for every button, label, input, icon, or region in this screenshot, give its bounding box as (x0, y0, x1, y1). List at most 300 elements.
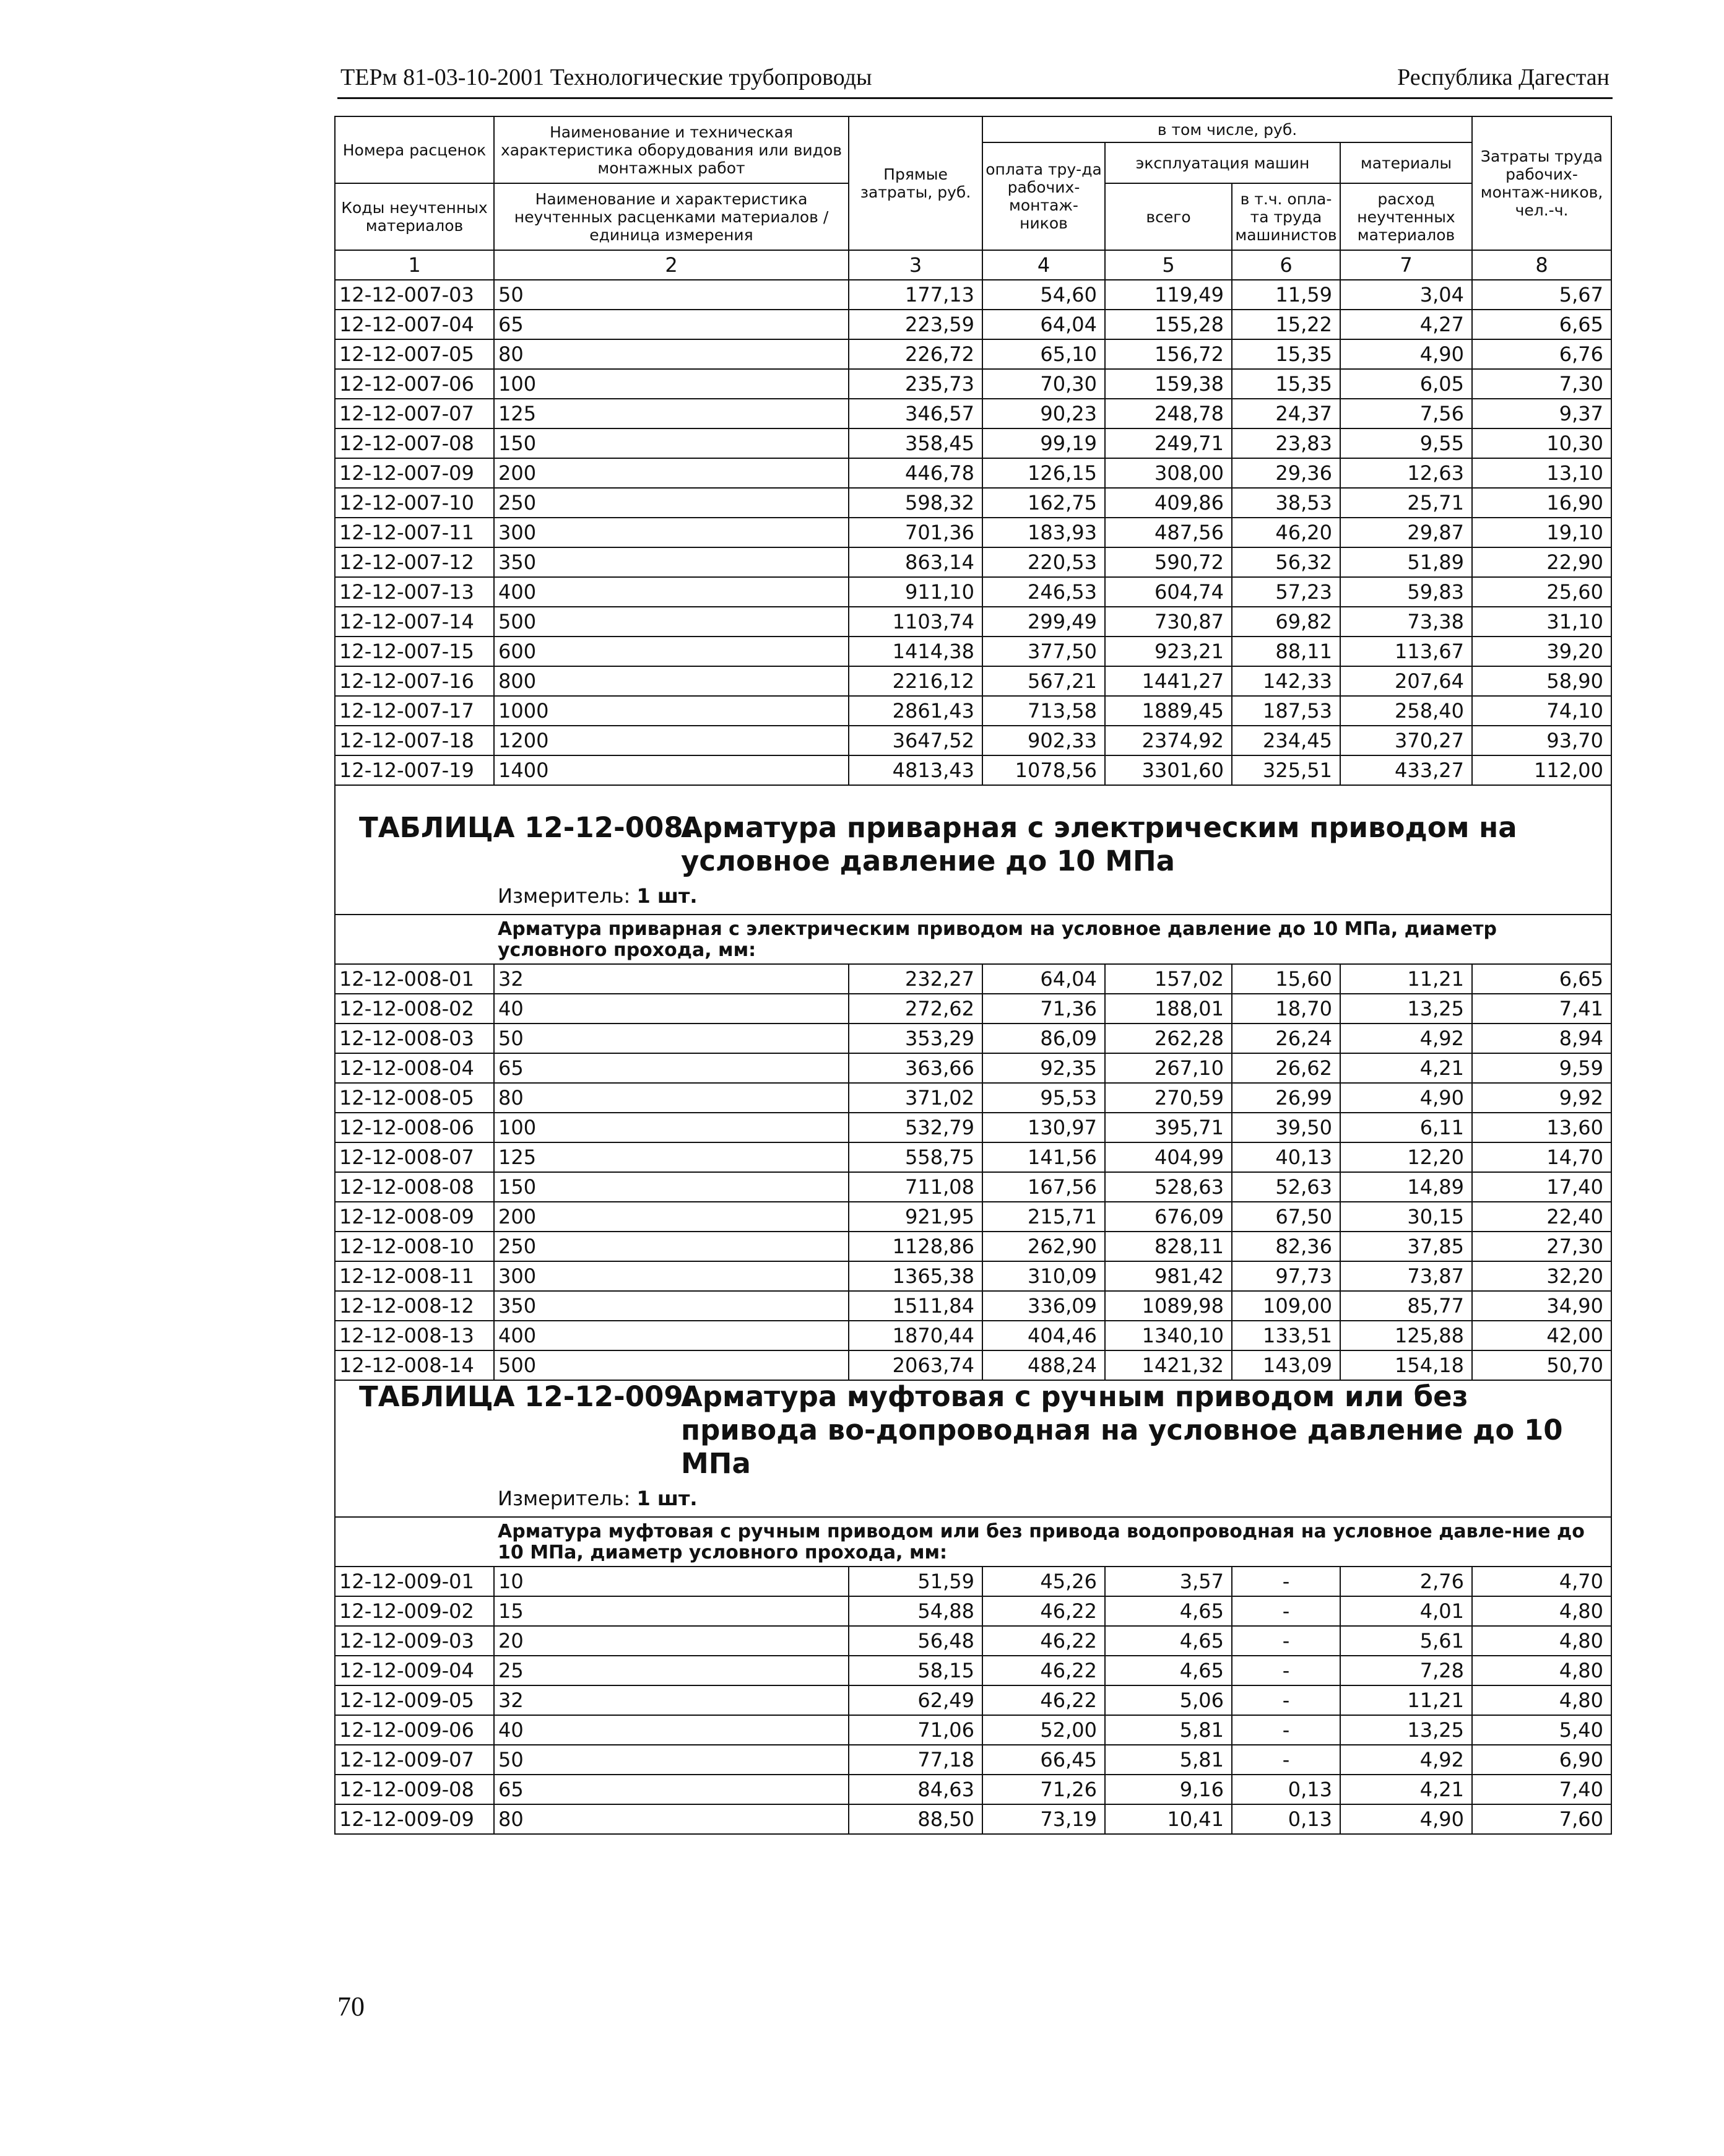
machine-total-cell: 528,63 (1105, 1172, 1232, 1202)
machinist-pay-cell: 38,53 (1232, 488, 1340, 518)
materials-cell: 4,21 (1340, 1053, 1472, 1083)
table-number: ТАБЛИЦА 12-12-009. (359, 1380, 694, 1413)
header-materialy: материалы (1340, 142, 1472, 183)
labor-pay-cell: 488,24 (982, 1350, 1105, 1380)
labor-pay-cell: 70,30 (982, 369, 1105, 399)
machinist-pay-cell: - (1232, 1715, 1340, 1745)
labor-hours-cell: 58,90 (1472, 666, 1611, 696)
diameter-cell: 800 (494, 666, 849, 696)
diameter-cell: 500 (494, 607, 849, 637)
column-number: 3 (849, 250, 982, 280)
machinist-pay-cell: - (1232, 1596, 1340, 1626)
labor-hours-cell: 16,90 (1472, 488, 1611, 518)
materials-cell: 73,87 (1340, 1261, 1472, 1291)
header-oplata-truda: оплата тру-да рабочих-монтаж-ников (982, 142, 1105, 250)
rate-code-cell: 12-12-007-18 (335, 726, 494, 755)
labor-hours-cell: 9,92 (1472, 1083, 1611, 1113)
direct-cost-cell: 921,95 (849, 1202, 982, 1232)
measure-unit (335, 878, 1611, 915)
diameter-cell: 10 (494, 1567, 849, 1596)
direct-cost-cell: 711,08 (849, 1172, 982, 1202)
labor-pay-cell: 215,71 (982, 1202, 1105, 1232)
measure-unit (335, 1480, 1611, 1517)
rate-code-cell: 12-12-007-11 (335, 518, 494, 547)
labor-pay-cell: 54,60 (982, 280, 1105, 310)
machine-total-cell: 308,00 (1105, 458, 1232, 488)
materials-cell: 370,27 (1340, 726, 1472, 755)
machinist-pay-cell: 15,60 (1232, 964, 1340, 994)
direct-cost-cell: 1870,44 (849, 1321, 982, 1350)
direct-cost-cell: 56,48 (849, 1626, 982, 1656)
diameter-cell: 65 (494, 1053, 849, 1083)
machine-total-cell: 409,86 (1105, 488, 1232, 518)
labor-pay-cell: 183,93 (982, 518, 1105, 547)
machinist-pay-cell: 40,13 (1232, 1142, 1340, 1172)
table-row (335, 1567, 1611, 1596)
table-row (335, 726, 1611, 755)
diameter-cell: 150 (494, 1172, 849, 1202)
direct-cost-cell: 272,62 (849, 994, 982, 1024)
diameter-cell: 125 (494, 399, 849, 428)
table-caption (335, 785, 1611, 878)
labor-hours-cell: 9,37 (1472, 399, 1611, 428)
direct-cost-cell: 346,57 (849, 399, 982, 428)
header-v-tom-chisle: в том числе, руб. (982, 116, 1472, 142)
labor-hours-cell: 9,59 (1472, 1053, 1611, 1083)
labor-hours-cell: 7,41 (1472, 994, 1611, 1024)
rate-code-cell: 12-12-007-19 (335, 755, 494, 785)
machine-total-cell: 9,16 (1105, 1775, 1232, 1804)
labor-hours-cell: 25,60 (1472, 577, 1611, 607)
machinist-pay-cell: 69,82 (1232, 607, 1340, 637)
labor-pay-cell: 141,56 (982, 1142, 1105, 1172)
machinist-pay-cell: 15,22 (1232, 310, 1340, 339)
materials-cell: 37,85 (1340, 1232, 1472, 1261)
direct-cost-cell: 701,36 (849, 518, 982, 547)
table-row (335, 458, 1611, 488)
header-naimenovanie: Наименование и техническая характеристика оборудования или видов монтажных работ (494, 116, 849, 183)
materials-cell: 125,88 (1340, 1321, 1472, 1350)
diameter-cell: 300 (494, 518, 849, 547)
table-row (335, 994, 1611, 1024)
machine-total-cell: 676,09 (1105, 1202, 1232, 1232)
materials-cell: 5,61 (1340, 1626, 1472, 1656)
header-region: Республика Дагестан (1397, 64, 1609, 90)
labor-hours-cell: 34,90 (1472, 1291, 1611, 1321)
labor-pay-cell: 162,75 (982, 488, 1105, 518)
header-naim-neuchten: Наименование и характеристика неучтенных расценками материалов / единица измерения (494, 183, 849, 250)
labor-pay-cell: 95,53 (982, 1083, 1105, 1113)
direct-cost-cell: 598,32 (849, 488, 982, 518)
page-number: 70 (337, 1991, 365, 2022)
direct-cost-cell: 58,15 (849, 1656, 982, 1685)
machine-total-cell: 3,57 (1105, 1567, 1232, 1596)
direct-cost-cell: 863,14 (849, 547, 982, 577)
rate-code-cell: 12-12-008-13 (335, 1321, 494, 1350)
rate-code-cell: 12-12-007-16 (335, 666, 494, 696)
direct-cost-cell: 358,45 (849, 428, 982, 458)
diameter-cell: 32 (494, 964, 849, 994)
materials-cell: 4,90 (1340, 339, 1472, 369)
rate-code-cell: 12-12-007-12 (335, 547, 494, 577)
labor-hours-cell: 22,90 (1472, 547, 1611, 577)
materials-cell: 154,18 (1340, 1350, 1472, 1380)
table-row (335, 1626, 1611, 1656)
direct-cost-cell: 84,63 (849, 1775, 982, 1804)
materials-cell: 51,89 (1340, 547, 1472, 577)
direct-cost-cell: 446,78 (849, 458, 982, 488)
labor-hours-cell: 14,70 (1472, 1142, 1611, 1172)
labor-hours-cell: 74,10 (1472, 696, 1611, 726)
table-row (335, 964, 1611, 994)
header-vsego: всего (1105, 183, 1232, 250)
materials-cell: 73,38 (1340, 607, 1472, 637)
machinist-pay-cell: 26,24 (1232, 1024, 1340, 1053)
labor-hours-cell: 10,30 (1472, 428, 1611, 458)
labor-hours-cell: 4,80 (1472, 1596, 1611, 1626)
diameter-cell: 65 (494, 1775, 849, 1804)
rate-code-cell: 12-12-009-05 (335, 1685, 494, 1715)
machine-total-cell: 3301,60 (1105, 755, 1232, 785)
materials-cell: 30,15 (1340, 1202, 1472, 1232)
machine-total-cell: 730,87 (1105, 607, 1232, 637)
rate-code-cell: 12-12-008-14 (335, 1350, 494, 1380)
machinist-pay-cell: 67,50 (1232, 1202, 1340, 1232)
direct-cost-cell: 71,06 (849, 1715, 982, 1745)
labor-pay-cell: 73,19 (982, 1804, 1105, 1834)
direct-cost-cell: 226,72 (849, 339, 982, 369)
table-row (335, 1321, 1611, 1350)
table-row (335, 1172, 1611, 1202)
table-row (335, 1745, 1611, 1775)
diameter-cell: 80 (494, 1083, 849, 1113)
labor-pay-cell: 167,56 (982, 1172, 1105, 1202)
labor-hours-cell: 31,10 (1472, 607, 1611, 637)
diameter-cell: 25 (494, 1656, 849, 1685)
rate-code-cell: 12-12-007-07 (335, 399, 494, 428)
rate-code-cell: 12-12-008-08 (335, 1172, 494, 1202)
table-row (335, 1350, 1611, 1380)
diameter-cell: 400 (494, 1321, 849, 1350)
rate-code-cell: 12-12-007-05 (335, 339, 494, 369)
diameter-cell: 300 (494, 1261, 849, 1291)
table-row (335, 1202, 1611, 1232)
materials-cell: 4,21 (1340, 1775, 1472, 1804)
diameter-cell: 15 (494, 1596, 849, 1626)
labor-pay-cell: 262,90 (982, 1232, 1105, 1261)
machine-total-cell: 249,71 (1105, 428, 1232, 458)
machine-total-cell: 267,10 (1105, 1053, 1232, 1083)
diameter-cell: 50 (494, 1745, 849, 1775)
rate-code-cell: 12-12-008-06 (335, 1113, 494, 1142)
column-number: 4 (982, 250, 1105, 280)
diameter-cell: 1000 (494, 696, 849, 726)
labor-pay-cell: 1078,56 (982, 755, 1105, 785)
labor-pay-cell: 126,15 (982, 458, 1105, 488)
labor-pay-cell: 46,22 (982, 1596, 1105, 1626)
rate-code-cell: 12-12-009-03 (335, 1626, 494, 1656)
machinist-pay-cell: 18,70 (1232, 994, 1340, 1024)
table-title: Арматура муфтовая с ручным приводом или без привода во-допроводная на условное давление до 10 МПа (681, 1380, 1563, 1480)
materials-cell: 6,11 (1340, 1113, 1472, 1142)
machine-total-cell: 828,11 (1105, 1232, 1232, 1261)
labor-hours-cell: 39,20 (1472, 637, 1611, 666)
labor-hours-cell: 7,30 (1472, 369, 1611, 399)
labor-pay-cell: 299,49 (982, 607, 1105, 637)
rate-code-cell: 12-12-009-02 (335, 1596, 494, 1626)
diameter-cell: 100 (494, 369, 849, 399)
labor-pay-cell: 46,22 (982, 1626, 1105, 1656)
labor-pay-cell: 310,09 (982, 1261, 1105, 1291)
rate-code-cell: 12-12-007-04 (335, 310, 494, 339)
labor-pay-cell: 45,26 (982, 1567, 1105, 1596)
labor-pay-cell: 46,22 (982, 1685, 1105, 1715)
rate-code-cell: 12-12-008-02 (335, 994, 494, 1024)
diameter-cell: 1400 (494, 755, 849, 785)
direct-cost-cell: 62,49 (849, 1685, 982, 1715)
materials-cell: 433,27 (1340, 755, 1472, 785)
rate-code-cell: 12-12-007-08 (335, 428, 494, 458)
table-row (335, 1053, 1611, 1083)
machinist-pay-cell: 88,11 (1232, 637, 1340, 666)
rate-code-cell: 12-12-008-03 (335, 1024, 494, 1053)
direct-cost-cell: 1128,86 (849, 1232, 982, 1261)
materials-cell: 85,77 (1340, 1291, 1472, 1321)
labor-pay-cell: 404,46 (982, 1321, 1105, 1350)
machinist-pay-cell: - (1232, 1745, 1340, 1775)
group-heading: Арматура муфтовая с ручным приводом или без привода водопроводная на условное давле-ние до 10 МПа, диаметр условного прохода, мм: (335, 1517, 1611, 1567)
labor-pay-cell: 336,09 (982, 1291, 1105, 1321)
header-zatraty-truda: Затраты труда рабочих-монтаж-ников, чел.-ч. (1472, 116, 1611, 250)
machine-total-cell: 923,21 (1105, 637, 1232, 666)
rate-code-cell: 12-12-009-01 (335, 1567, 494, 1596)
rate-code-cell: 12-12-007-09 (335, 458, 494, 488)
machine-total-cell: 395,71 (1105, 1113, 1232, 1142)
machine-total-cell: 1441,27 (1105, 666, 1232, 696)
direct-cost-cell: 232,27 (849, 964, 982, 994)
direct-cost-cell: 353,29 (849, 1024, 982, 1053)
materials-cell: 258,40 (1340, 696, 1472, 726)
table-row (335, 1775, 1611, 1804)
machinist-pay-cell: 11,59 (1232, 280, 1340, 310)
direct-cost-cell: 1414,38 (849, 637, 982, 666)
table-row (335, 518, 1611, 547)
machine-total-cell: 262,28 (1105, 1024, 1232, 1053)
direct-cost-cell: 363,66 (849, 1053, 982, 1083)
machine-total-cell: 248,78 (1105, 399, 1232, 428)
rate-code-cell: 12-12-009-04 (335, 1656, 494, 1685)
diameter-cell: 50 (494, 1024, 849, 1053)
measure-value: 1 шт. (636, 884, 698, 908)
table-row (335, 1685, 1611, 1715)
labor-hours-cell: 32,20 (1472, 1261, 1611, 1291)
materials-cell: 3,04 (1340, 280, 1472, 310)
labor-hours-cell: 6,90 (1472, 1745, 1611, 1775)
materials-cell: 12,20 (1340, 1142, 1472, 1172)
labor-pay-cell: 246,53 (982, 577, 1105, 607)
materials-cell: 4,01 (1340, 1596, 1472, 1626)
labor-hours-cell: 4,80 (1472, 1626, 1611, 1656)
rate-code-cell: 12-12-007-06 (335, 369, 494, 399)
table-row (335, 1804, 1611, 1834)
materials-cell: 4,27 (1340, 310, 1472, 339)
labor-hours-cell: 19,10 (1472, 518, 1611, 547)
machine-total-cell: 2374,92 (1105, 726, 1232, 755)
labor-pay-cell: 99,19 (982, 428, 1105, 458)
machinist-pay-cell: 29,36 (1232, 458, 1340, 488)
table-title: Арматура приварная с электрическим приводом на условное давление до 10 МПа (681, 811, 1517, 877)
materials-cell: 4,92 (1340, 1024, 1472, 1053)
machine-total-cell: 5,06 (1105, 1685, 1232, 1715)
labor-pay-cell: 64,04 (982, 310, 1105, 339)
materials-cell: 29,87 (1340, 518, 1472, 547)
machinist-pay-cell: 325,51 (1232, 755, 1340, 785)
materials-cell: 4,90 (1340, 1083, 1472, 1113)
column-numbers-row (335, 250, 1611, 280)
machinist-pay-cell: 24,37 (1232, 399, 1340, 428)
labor-hours-cell: 7,40 (1472, 1775, 1611, 1804)
labor-hours-cell: 93,70 (1472, 726, 1611, 755)
labor-pay-cell: 902,33 (982, 726, 1105, 755)
labor-pay-cell: 220,53 (982, 547, 1105, 577)
table-number: ТАБЛИЦА 12-12-008. (359, 811, 694, 844)
labor-hours-cell: 22,40 (1472, 1202, 1611, 1232)
labor-pay-cell: 52,00 (982, 1715, 1105, 1745)
machine-total-cell: 604,74 (1105, 577, 1232, 607)
diameter-cell: 150 (494, 428, 849, 458)
machine-total-cell: 188,01 (1105, 994, 1232, 1024)
labor-pay-cell: 567,21 (982, 666, 1105, 696)
machinist-pay-cell: 57,23 (1232, 577, 1340, 607)
rate-code-cell: 12-12-009-08 (335, 1775, 494, 1804)
machine-total-cell: 119,49 (1105, 280, 1232, 310)
table-row (335, 696, 1611, 726)
diameter-cell: 50 (494, 280, 849, 310)
diameter-cell: 125 (494, 1142, 849, 1172)
table-row (335, 1232, 1611, 1261)
table-row (335, 399, 1611, 428)
machine-total-cell: 487,56 (1105, 518, 1232, 547)
table-row (335, 1656, 1611, 1685)
labor-hours-cell: 13,10 (1472, 458, 1611, 488)
materials-cell: 11,21 (1340, 964, 1472, 994)
direct-cost-cell: 911,10 (849, 577, 982, 607)
machinist-pay-cell: 0,13 (1232, 1775, 1340, 1804)
machinist-pay-cell: 15,35 (1232, 369, 1340, 399)
direct-cost-cell: 177,13 (849, 280, 982, 310)
machinist-pay-cell: 234,45 (1232, 726, 1340, 755)
diameter-cell: 65 (494, 310, 849, 339)
table-row (335, 1142, 1611, 1172)
machinist-pay-cell: 187,53 (1232, 696, 1340, 726)
measure-label: Измеритель: (498, 884, 631, 908)
machinist-pay-cell: 82,36 (1232, 1232, 1340, 1261)
direct-cost-cell: 235,73 (849, 369, 982, 399)
machinist-pay-cell: 46,20 (1232, 518, 1340, 547)
table-row (335, 310, 1611, 339)
rate-code-cell: 12-12-008-07 (335, 1142, 494, 1172)
machinist-pay-cell: 109,00 (1232, 1291, 1340, 1321)
labor-hours-cell: 27,30 (1472, 1232, 1611, 1261)
measure-value: 1 шт. (636, 1487, 698, 1510)
diameter-cell: 350 (494, 1291, 849, 1321)
labor-hours-cell: 4,70 (1472, 1567, 1611, 1596)
machinist-pay-cell: 56,32 (1232, 547, 1340, 577)
labor-hours-cell: 42,00 (1472, 1321, 1611, 1350)
table-row (335, 1596, 1611, 1626)
table-row (335, 547, 1611, 577)
rate-code-cell: 12-12-008-01 (335, 964, 494, 994)
direct-cost-cell: 1103,74 (849, 607, 982, 637)
machine-total-cell: 270,59 (1105, 1083, 1232, 1113)
column-number: 7 (1340, 250, 1472, 280)
labor-hours-cell: 6,65 (1472, 310, 1611, 339)
table-row (335, 1024, 1611, 1053)
column-number: 1 (335, 250, 494, 280)
machinist-pay-cell: - (1232, 1626, 1340, 1656)
table-row (335, 1715, 1611, 1745)
rate-code-cell: 12-12-009-07 (335, 1745, 494, 1775)
materials-cell: 6,05 (1340, 369, 1472, 399)
diameter-cell: 80 (494, 339, 849, 369)
diameter-cell: 32 (494, 1685, 849, 1715)
diameter-cell: 500 (494, 1350, 849, 1380)
measure-label: Измеритель: (498, 1487, 631, 1510)
rate-code-cell: 12-12-009-09 (335, 1804, 494, 1834)
header-vtch-oplata: в т.ч. опла-та труда машинистов (1232, 183, 1340, 250)
machine-total-cell: 1421,32 (1105, 1350, 1232, 1380)
labor-hours-cell: 7,60 (1472, 1804, 1611, 1834)
materials-cell: 12,63 (1340, 458, 1472, 488)
header-document-title: ТЕРм 81-03-10-2001 Технологические трубопроводы (340, 64, 872, 90)
diameter-cell: 20 (494, 1626, 849, 1656)
table-row (335, 577, 1611, 607)
labor-pay-cell: 65,10 (982, 339, 1105, 369)
machinist-pay-cell: 15,35 (1232, 339, 1340, 369)
direct-cost-cell: 532,79 (849, 1113, 982, 1142)
labor-hours-cell: 17,40 (1472, 1172, 1611, 1202)
machine-total-cell: 10,41 (1105, 1804, 1232, 1834)
direct-cost-cell: 88,50 (849, 1804, 982, 1834)
table-row (335, 1113, 1611, 1142)
machine-total-cell: 4,65 (1105, 1656, 1232, 1685)
direct-cost-cell: 2063,74 (849, 1350, 982, 1380)
materials-cell: 2,76 (1340, 1567, 1472, 1596)
labor-pay-cell: 90,23 (982, 399, 1105, 428)
machine-total-cell: 1889,45 (1105, 696, 1232, 726)
header-raskhod: расход неучтенных материалов (1340, 183, 1472, 250)
labor-hours-cell: 50,70 (1472, 1350, 1611, 1380)
table-caption (335, 1380, 1611, 1480)
diameter-cell: 40 (494, 1715, 849, 1745)
diameter-cell: 400 (494, 577, 849, 607)
diameter-cell: 350 (494, 547, 849, 577)
rate-code-cell: 12-12-008-09 (335, 1202, 494, 1232)
materials-cell: 113,67 (1340, 637, 1472, 666)
machinist-pay-cell: 26,62 (1232, 1053, 1340, 1083)
machine-total-cell: 1089,98 (1105, 1291, 1232, 1321)
running-header (337, 59, 1613, 99)
labor-pay-cell: 46,22 (982, 1656, 1105, 1685)
rate-code-cell: 12-12-008-04 (335, 1053, 494, 1083)
machine-total-cell: 156,72 (1105, 339, 1232, 369)
table-row (335, 369, 1611, 399)
table-row (335, 607, 1611, 637)
materials-cell: 59,83 (1340, 577, 1472, 607)
rate-code-cell: 12-12-008-12 (335, 1291, 494, 1321)
rate-code-cell: 12-12-008-10 (335, 1232, 494, 1261)
direct-cost-cell: 2216,12 (849, 666, 982, 696)
